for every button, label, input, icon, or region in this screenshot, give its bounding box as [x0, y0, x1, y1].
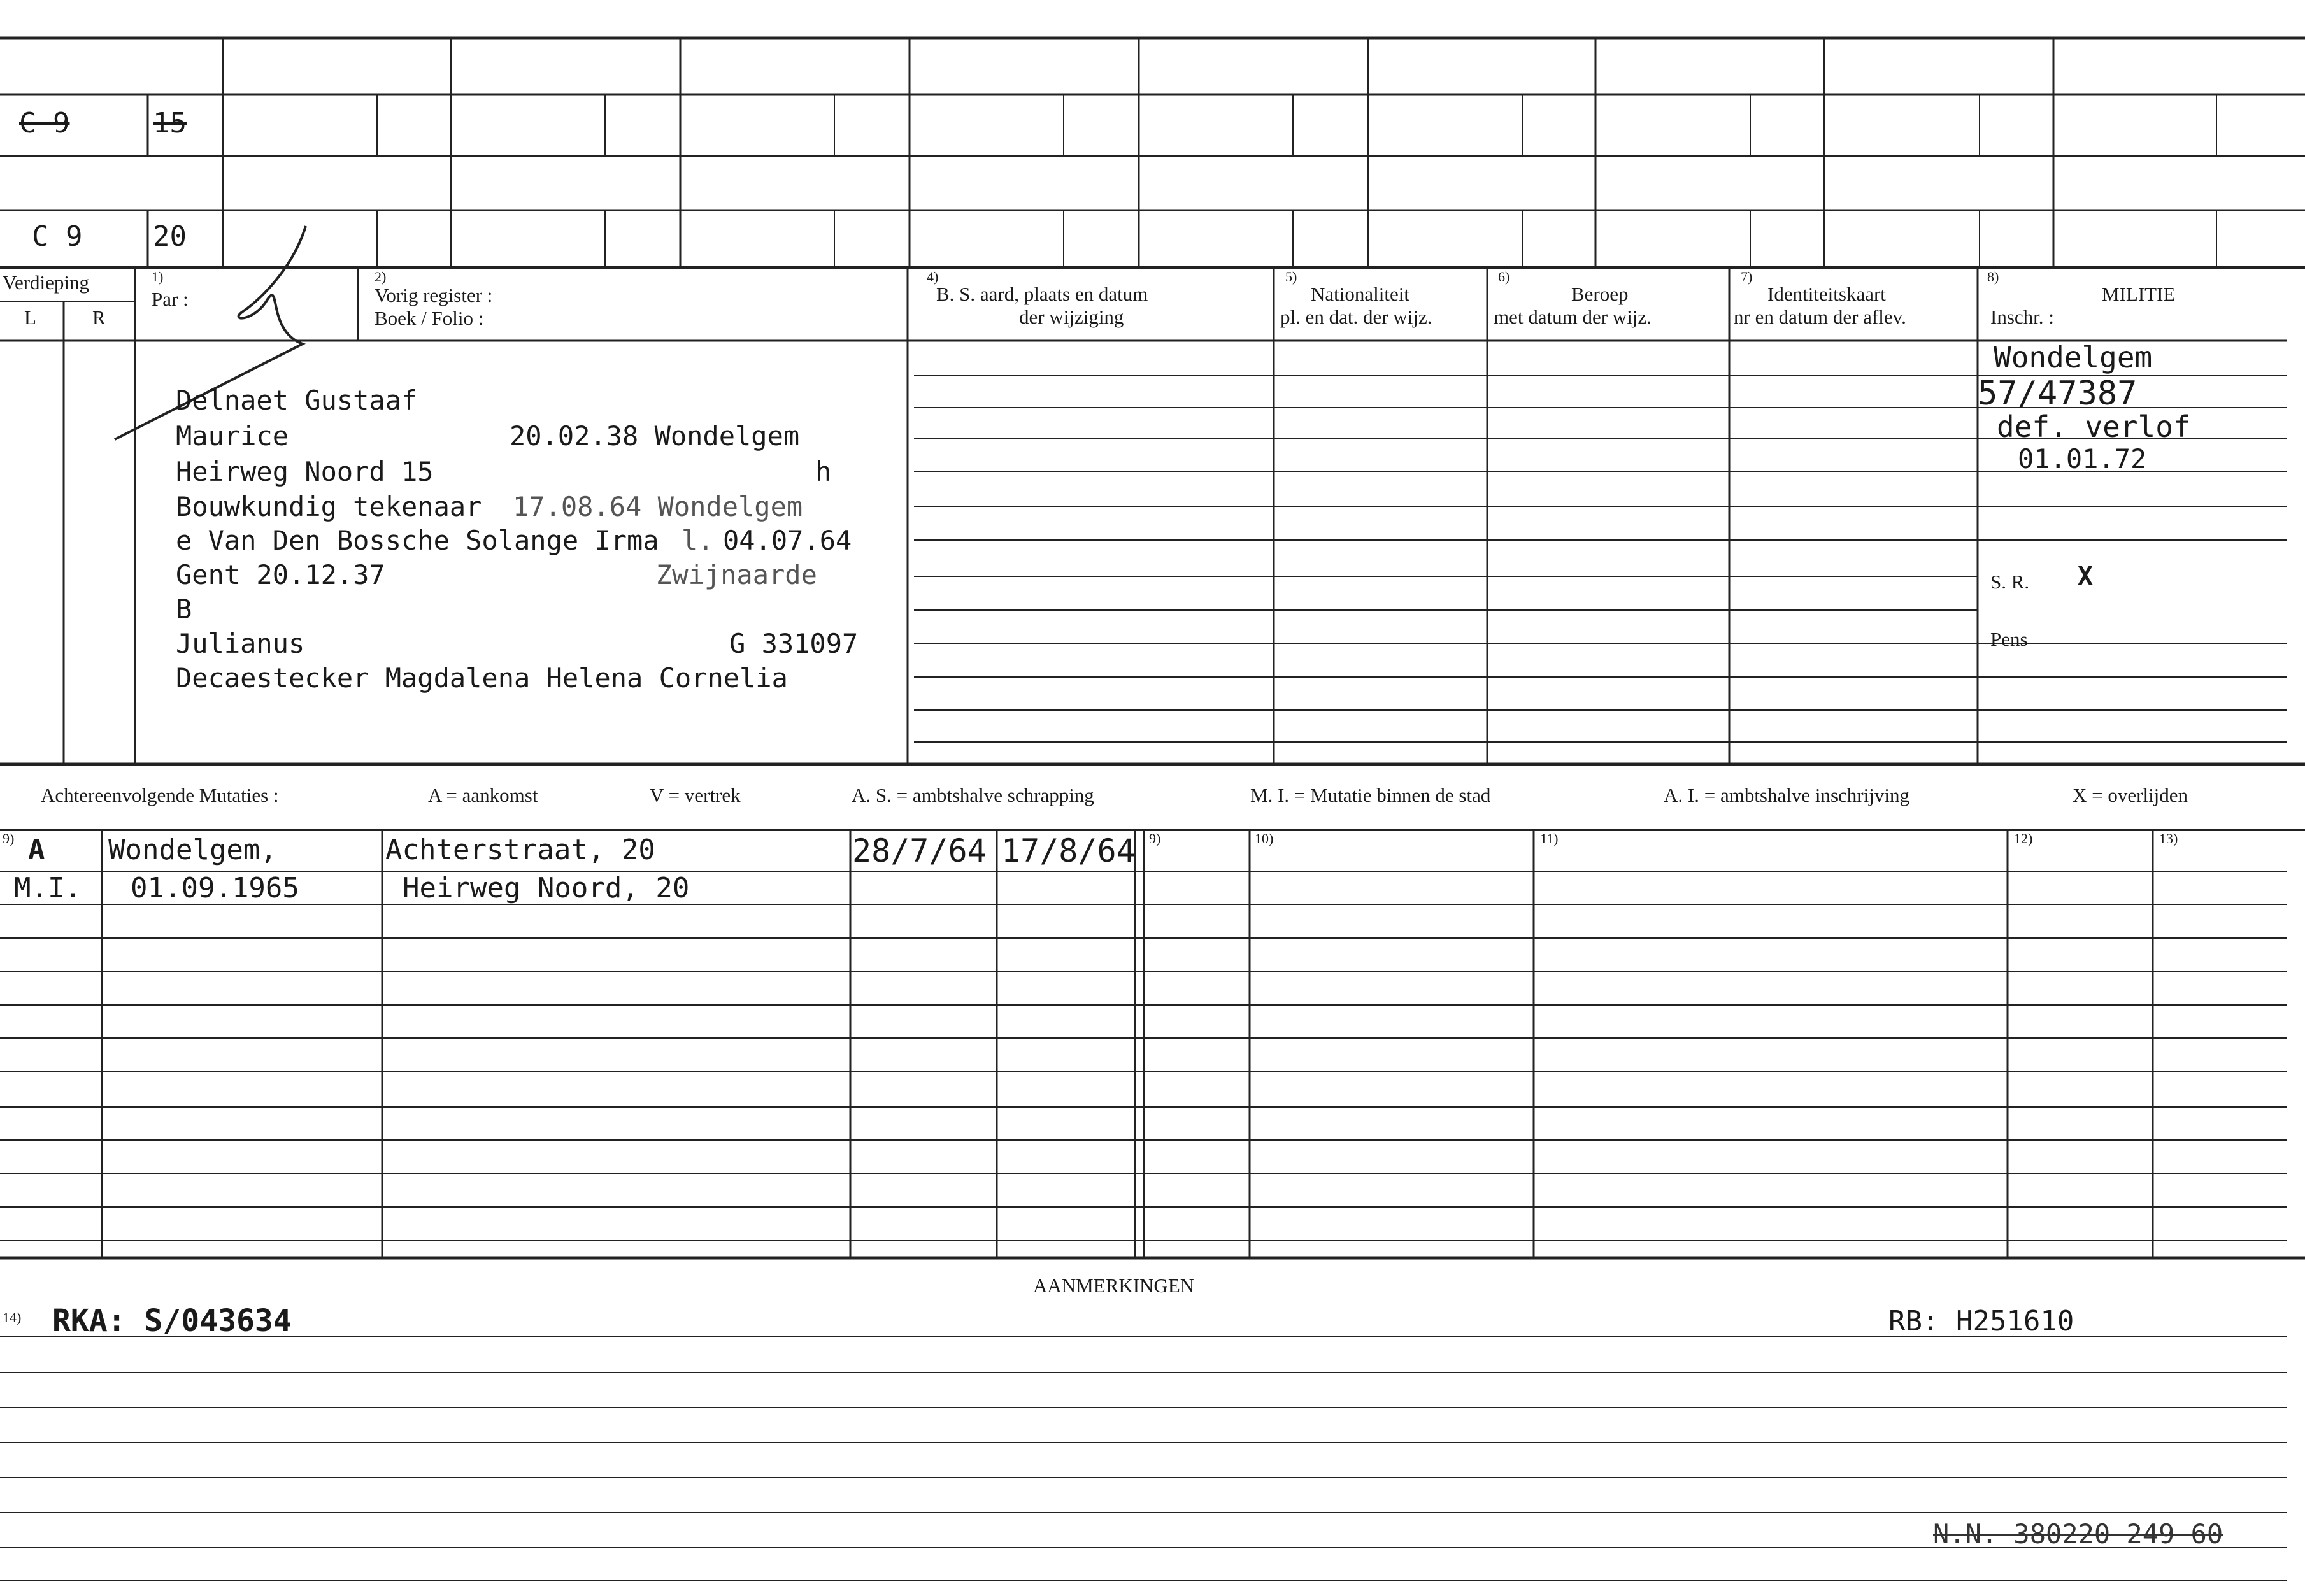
- bs-label-line1: B. S. aard, plaats en datum: [936, 283, 1148, 305]
- beroep-label-line2: met datum der wijz.: [1494, 306, 1652, 328]
- register-current-b: 20: [153, 220, 187, 253]
- mutation-type: A: [28, 834, 45, 866]
- inschr-label: Inschr. :: [1990, 306, 2054, 328]
- militie-place: Wondelgem: [1994, 340, 2153, 374]
- remarks-rka: RKA: S/043634: [52, 1303, 292, 1339]
- vorig-register-label: Vorig register :: [375, 284, 493, 306]
- mutation-col-11: 11): [1540, 830, 1559, 846]
- nationaliteit-label-line1: Nationaliteit: [1311, 283, 1409, 305]
- person-occupation: Bouwkundig tekenaar: [176, 491, 482, 522]
- mutation-col-9b: 9): [1149, 830, 1161, 846]
- register-old-b: 15: [153, 107, 187, 139]
- verdieping-label: Verdieping: [3, 271, 90, 294]
- person-occupation-date: 17.08.64 Wondelgem: [513, 491, 803, 522]
- mutation-address: Achterstraat, 20: [385, 834, 655, 866]
- person-second-name: Maurice: [176, 420, 289, 452]
- register-old-a: C 9: [19, 107, 70, 139]
- nationaliteit-label-line2: pl. en dat. der wijz.: [1280, 306, 1432, 328]
- field-number-6: 6): [1498, 269, 1510, 285]
- person-b-line: B: [176, 594, 192, 625]
- bs-label-line2: der wijziging: [1019, 306, 1124, 328]
- sr-label: S. R.: [1990, 571, 2030, 593]
- field-number-2: 2): [375, 269, 387, 285]
- person-mother: Decaestecker Magdalena Helena Cornelia: [176, 662, 788, 694]
- col-r-label: R: [92, 306, 106, 329]
- militie-status: def. verlof: [1997, 410, 2191, 444]
- legend-as: A. S. = ambtshalve schrapping: [852, 784, 1094, 806]
- militie-number: 57/47387: [1978, 374, 2137, 413]
- register-current-a: C 9: [32, 220, 83, 253]
- field-number-1: 1): [152, 269, 164, 285]
- legend-v: V = vertrek: [650, 784, 741, 806]
- person-marriage-date: 04.07.64: [723, 525, 852, 556]
- boek-folio-label: Boek / Folio :: [375, 307, 484, 329]
- mutation-col-13: 13): [2159, 830, 2178, 846]
- mutation-place: Wondelgem,: [108, 834, 277, 866]
- mutation-col-9a: 9): [3, 830, 15, 846]
- person-address-mark: h: [815, 456, 832, 487]
- col-l-label: L: [24, 306, 36, 329]
- legend-title: Achtereenvolgende Mutaties :: [41, 784, 279, 806]
- legend-mi: M. I. = Mutatie binnen de stad: [1250, 784, 1491, 806]
- person-address: Heirweg Noord 15: [176, 456, 434, 487]
- field-number-5: 5): [1285, 269, 1297, 285]
- field-number-4: 4): [927, 269, 939, 285]
- identiteitskaart-label-line1: Identiteitskaart: [1767, 283, 1886, 305]
- mutation-address: Heirweg Noord, 20: [403, 872, 690, 904]
- remarks-title: AANMERKINGEN: [1033, 1274, 1195, 1297]
- mutation-place: 01.09.1965: [131, 872, 299, 904]
- person-father-code: G 331097: [729, 628, 859, 659]
- person-spouse: e Van Den Bossche Solange Irma: [176, 525, 659, 556]
- remarks-nn: N.N. 380220 249 60: [1933, 1518, 2223, 1550]
- remarks-rb: RB: H251610: [1888, 1305, 2074, 1337]
- militie-sr-mark: X: [2078, 562, 2094, 591]
- field-number-7: 7): [1741, 269, 1753, 285]
- militie-date: 01.01.72: [2018, 443, 2147, 474]
- person-spouse-mark: l.: [682, 525, 714, 556]
- legend-ai: A. I. = ambtshalve inschrijving: [1664, 784, 1909, 806]
- person-father: Julianus: [176, 628, 305, 659]
- person-marriage-place: Zwijnaarde: [656, 559, 817, 590]
- mutation-col-10: 10): [1255, 830, 1274, 846]
- par-label: Par :: [152, 288, 189, 310]
- mutation-col-12: 12): [2014, 830, 2033, 846]
- mutation-date1: 28/7/64: [852, 832, 987, 869]
- person-birth: 20.02.38 Wondelgem: [510, 420, 800, 452]
- beroep-label-line1: Beroep: [1571, 283, 1629, 305]
- militie-label: MILITIE: [2102, 283, 2176, 305]
- legend-a: A = aankomst: [428, 784, 538, 806]
- identiteitskaart-label-line2: nr en datum der aflev.: [1734, 306, 1906, 328]
- field-number-14: 14): [3, 1309, 22, 1325]
- field-number-8: 8): [1987, 269, 1999, 285]
- person-name: Delnaet Gustaaf: [176, 385, 418, 416]
- mutation-type: M.I.: [14, 872, 82, 904]
- mutation-date2: 17/8/64: [1001, 832, 1136, 869]
- legend-x: X = overlijden: [2073, 784, 2188, 806]
- pens-label: Pens: [1990, 628, 2028, 650]
- person-spouse-birth: Gent 20.12.37: [176, 559, 385, 590]
